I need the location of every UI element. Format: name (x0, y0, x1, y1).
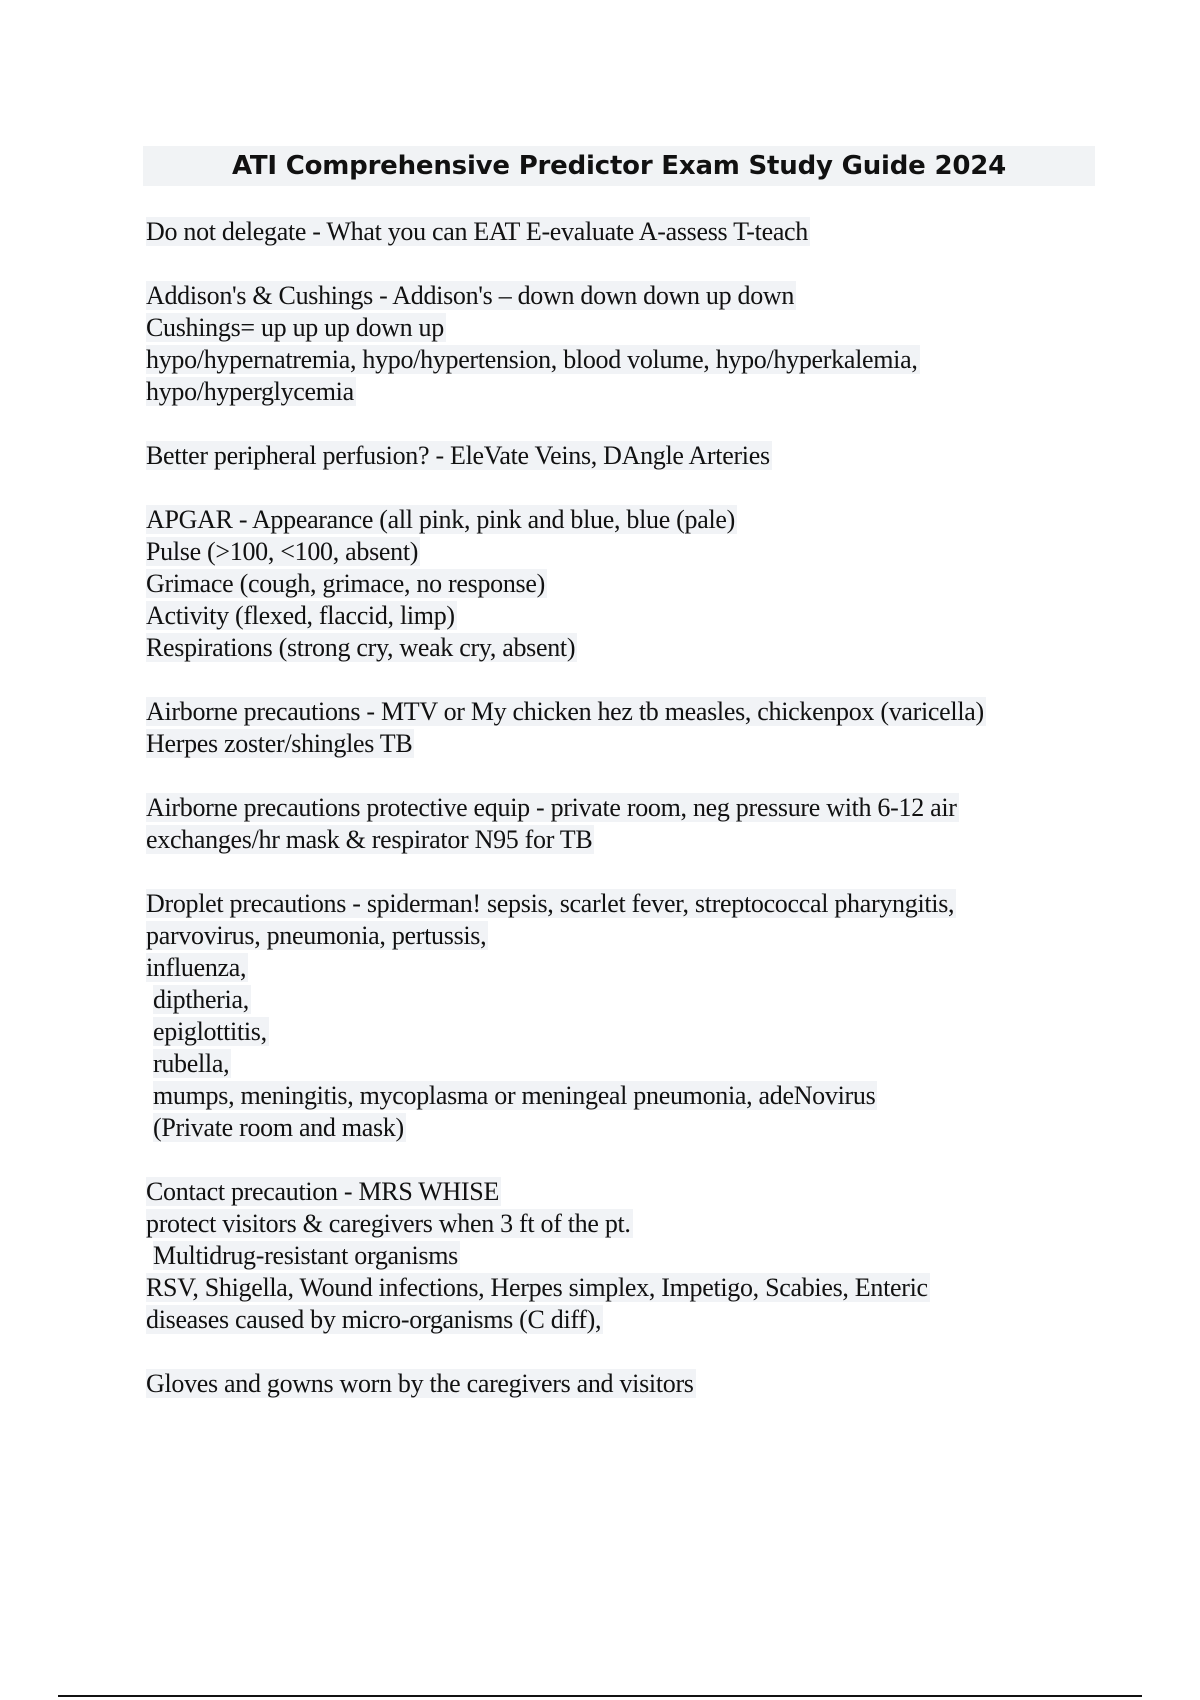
text-line (146, 728, 1096, 760)
text-line-content: Pulse (>100, <100, absent) (146, 537, 419, 566)
text-line (146, 792, 1096, 824)
text-line-content: rubella, (153, 1049, 230, 1078)
text-line (146, 504, 1096, 536)
paragraph-gap (146, 1144, 1096, 1176)
text-line (146, 952, 1096, 984)
text-line (146, 280, 1096, 312)
text-line-content: protect visitors & caregivers when 3 ft of the pt. (146, 1209, 631, 1238)
text-line (146, 312, 1096, 344)
text-line-content: Herpes zoster/shingles TB (146, 729, 413, 758)
paragraph-gap (146, 248, 1096, 280)
text-line (146, 632, 1096, 664)
paragraph-gap (146, 664, 1096, 696)
text-line (146, 1016, 1096, 1048)
text-line (146, 696, 1096, 728)
text-line-content: hypo/hyperglycemia (146, 377, 354, 406)
text-line-content: Airborne precautions - MTV or My chicken hez tb measles, chickenpox (varicella) (146, 697, 984, 726)
text-line (146, 536, 1096, 568)
text-line-content: Respirations (strong cry, weak cry, absent) (146, 633, 576, 662)
text-line (146, 1176, 1096, 1208)
text-line (146, 1368, 1096, 1400)
paragraph-gap (146, 1336, 1096, 1368)
paragraph-gap (146, 760, 1096, 792)
text-line-content: Cushings= up up up down up (146, 313, 444, 342)
text-line (146, 344, 1096, 376)
text-line (146, 1304, 1096, 1336)
text-line (146, 888, 1096, 920)
text-line-content: Droplet precautions - spiderman! sepsis, scarlet fever, streptococcal pharyngitis, (146, 889, 955, 918)
text-line-content: RSV, Shigella, Wound infections, Herpes simplex, Impetigo, Scabies, Enteric (146, 1273, 928, 1302)
text-line (146, 1272, 1096, 1304)
paragraph-gap (146, 472, 1096, 504)
text-line (146, 1112, 1096, 1144)
text-line-content: Do not delegate - What you can EAT E-evaluate A-assess T-teach (146, 217, 808, 246)
text-line-content: diseases caused by micro-organisms (C diff), (146, 1305, 602, 1334)
text-line (146, 1080, 1096, 1112)
text-line-content: Addison's & Cushings - Addison's – down down down up down (146, 281, 795, 310)
text-line (146, 920, 1096, 952)
text-line-content: exchanges/hr mask & respirator N95 for TB (146, 825, 593, 854)
text-line (146, 440, 1096, 472)
text-line-content: Better peripheral perfusion? - EleVate Veins, DAngle Arteries (146, 441, 770, 470)
page-title: ATI Comprehensive Predictor Exam Study Guide 2024 (231, 151, 1007, 181)
text-line (146, 568, 1096, 600)
text-line-content: hypo/hypernatremia, hypo/hypertension, blood volume, hypo/hyperkalemia, (146, 345, 918, 374)
study-guide-body (146, 216, 1096, 1400)
text-line-content: Gloves and gowns worn by the caregivers and visitors (146, 1369, 694, 1398)
text-line (146, 1208, 1096, 1240)
text-line-content: mumps, meningitis, mycoplasma or meningeal pneumonia, adeNovirus (153, 1081, 876, 1110)
text-line (146, 984, 1096, 1016)
paragraph-gap (146, 856, 1096, 888)
text-line-content: APGAR - Appearance (all pink, pink and blue, blue (pale) (146, 505, 735, 534)
footer-divider (58, 1695, 1142, 1697)
text-line-content: influenza, (146, 953, 247, 982)
text-line (146, 376, 1096, 408)
text-line-content: Activity (flexed, flaccid, limp) (146, 601, 455, 630)
text-line (146, 216, 1096, 248)
paragraph-gap (146, 408, 1096, 440)
text-line-content: Airborne precautions protective equip - private room, neg pressure with 6-12 air (146, 793, 957, 822)
text-line (146, 1048, 1096, 1080)
text-line (146, 824, 1096, 856)
text-line-content: epiglottitis, (153, 1017, 267, 1046)
text-line (146, 600, 1096, 632)
text-line-content: Grimace (cough, grimace, no response) (146, 569, 545, 598)
text-line-content: parvovirus, pneumonia, pertussis, (146, 921, 487, 950)
text-line (146, 1240, 1096, 1272)
text-line-content: Multidrug-resistant organisms (153, 1241, 458, 1270)
text-line-content: (Private room and mask) (153, 1113, 404, 1142)
text-line-content: diptheria, (153, 985, 249, 1014)
text-line-content: Contact precaution - MRS WHISE (146, 1177, 500, 1206)
